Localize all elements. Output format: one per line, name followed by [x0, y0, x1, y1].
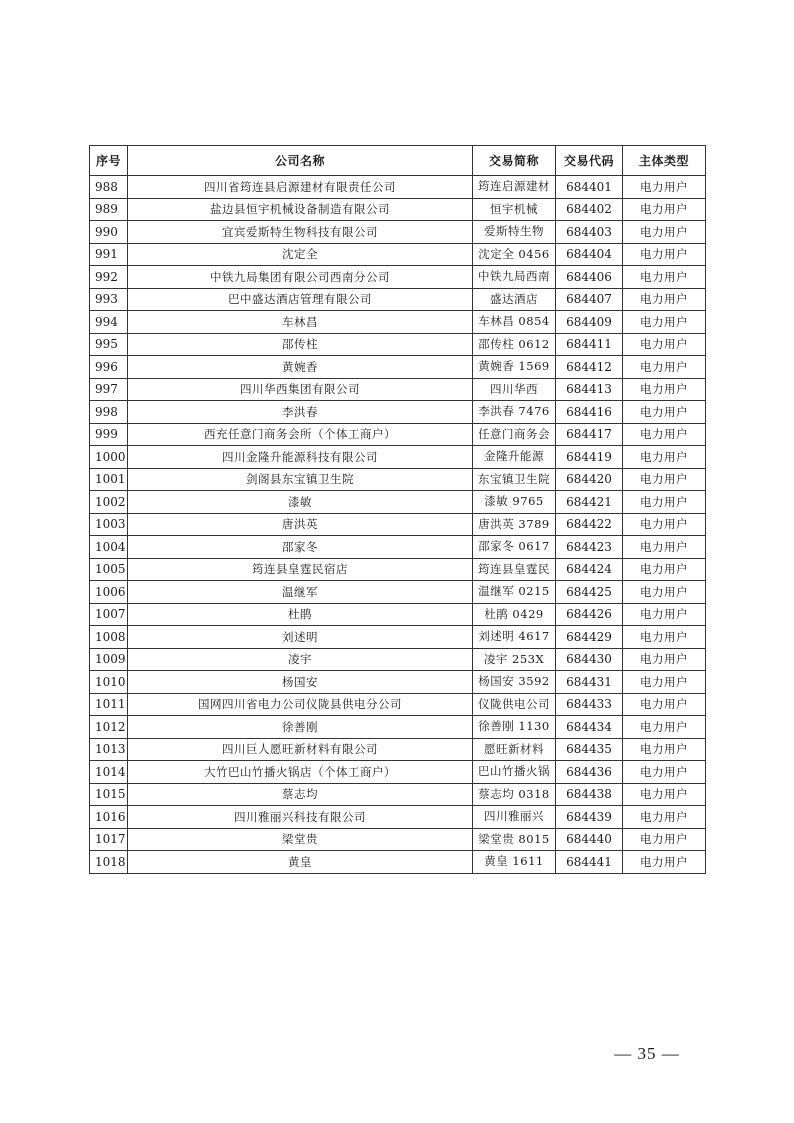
trade-abbr-cell: 唐洪英 3789: [473, 513, 556, 536]
company-name-cell: 黄婉香: [128, 356, 473, 379]
trade-code-cell: 684420: [556, 468, 623, 491]
company-name-cell: 巴中盛达酒店管理有限公司: [128, 288, 473, 311]
seq-cell: 1001: [90, 468, 128, 491]
table-row: [90, 806, 706, 829]
entity-type-cell: 电力用户: [623, 356, 706, 379]
seq-cell: 995: [90, 333, 128, 356]
trade-code-cell: 684429: [556, 626, 623, 649]
company-name-cell: 唐洪英: [128, 513, 473, 536]
trade-code-cell: 684435: [556, 738, 623, 761]
company-name-cell: 沈定全: [128, 243, 473, 266]
company-name-cell: 国网四川省电力公司仪陇县供电分公司: [128, 693, 473, 716]
trade-code-cell: 684433: [556, 693, 623, 716]
table-row: [90, 401, 706, 424]
trade-abbr-cell: 杜鹃 0429: [473, 603, 556, 626]
seq-cell: 990: [90, 221, 128, 244]
entity-type-cell: 电力用户: [623, 468, 706, 491]
company-name-cell: 四川雅丽兴科技有限公司: [128, 806, 473, 829]
table-row: [90, 468, 706, 491]
entity-type-cell: 电力用户: [623, 176, 706, 199]
entity-type-cell: 电力用户: [623, 603, 706, 626]
entity-type-cell: 电力用户: [623, 828, 706, 851]
table-row: [90, 333, 706, 356]
company-name-cell: 杨国安: [128, 671, 473, 694]
trade-code-cell: 684417: [556, 423, 623, 446]
trade-code-cell: 684412: [556, 356, 623, 379]
trade-code-cell: 684426: [556, 603, 623, 626]
trade-abbr-cell: 盛达酒店: [473, 288, 556, 311]
trade-abbr-cell: 巴山竹播火锅: [473, 761, 556, 784]
trade-code-cell: 684401: [556, 176, 623, 199]
seq-cell: 999: [90, 423, 128, 446]
trade-code-cell: 684425: [556, 581, 623, 604]
table-row: [90, 513, 706, 536]
table-body: [90, 176, 706, 874]
seq-cell: 1003: [90, 513, 128, 536]
company-name-cell: 四川省筠连县启源建材有限责任公司: [128, 176, 473, 199]
company-name-cell: 徐善刚: [128, 716, 473, 739]
entity-type-cell: 电力用户: [623, 266, 706, 289]
trade-abbr-cell: 筠连县皇霆民: [473, 558, 556, 581]
seq-cell: 1004: [90, 536, 128, 559]
header-company-name: 公司名称: [128, 146, 473, 176]
entity-type-cell: 电力用户: [623, 716, 706, 739]
seq-cell: 1010: [90, 671, 128, 694]
trade-abbr-cell: 李洪春 7476: [473, 401, 556, 424]
entity-type-cell: 电力用户: [623, 851, 706, 874]
seq-cell: 991: [90, 243, 128, 266]
table-row: [90, 491, 706, 514]
trade-abbr-cell: 爱斯特生物: [473, 221, 556, 244]
trade-abbr-cell: 愿旺新材料: [473, 738, 556, 761]
trade-code-cell: 684423: [556, 536, 623, 559]
trade-code-cell: 684402: [556, 198, 623, 221]
company-name-cell: 盐边县恒宇机械设备制造有限公司: [128, 198, 473, 221]
company-name-cell: 剑阁县东宝镇卫生院: [128, 468, 473, 491]
table-row: [90, 356, 706, 379]
table-row: [90, 536, 706, 559]
page-number: — 35 —: [614, 1044, 680, 1063]
table-header-row: [90, 146, 706, 176]
seq-cell: 994: [90, 311, 128, 334]
trade-code-cell: 684421: [556, 491, 623, 514]
seq-cell: 1013: [90, 738, 128, 761]
seq-cell: 1005: [90, 558, 128, 581]
entity-type-cell: 电力用户: [623, 401, 706, 424]
entity-type-cell: 电力用户: [623, 423, 706, 446]
entity-type-cell: 电力用户: [623, 626, 706, 649]
trade-abbr-cell: 金隆升能源: [473, 446, 556, 469]
company-name-cell: 梁堂贵: [128, 828, 473, 851]
seq-cell: 1012: [90, 716, 128, 739]
company-name-cell: 四川华西集团有限公司: [128, 378, 473, 401]
table-row: [90, 558, 706, 581]
seq-cell: 1015: [90, 783, 128, 806]
table-row: [90, 603, 706, 626]
company-name-cell: 邵家冬: [128, 536, 473, 559]
trade-abbr-cell: 四川华西: [473, 378, 556, 401]
seq-cell: 1000: [90, 446, 128, 469]
entity-type-cell: 电力用户: [623, 333, 706, 356]
trade-abbr-cell: 蔡志均 0318: [473, 783, 556, 806]
trade-code-cell: 684406: [556, 266, 623, 289]
trade-code-cell: 684413: [556, 378, 623, 401]
company-name-cell: 宜宾爱斯特生物科技有限公司: [128, 221, 473, 244]
trade-abbr-cell: 车林昌 0854: [473, 311, 556, 334]
entity-type-cell: 电力用户: [623, 446, 706, 469]
seq-cell: 1017: [90, 828, 128, 851]
trade-abbr-cell: 四川雅丽兴: [473, 806, 556, 829]
trade-abbr-cell: 任意门商务会: [473, 423, 556, 446]
company-name-cell: 大竹巴山竹播火锅店（个体工商户）: [128, 761, 473, 784]
entity-type-cell: 电力用户: [623, 693, 706, 716]
trade-abbr-cell: 杨国安 3592: [473, 671, 556, 694]
header-seq: 序号: [90, 146, 128, 176]
seq-cell: 993: [90, 288, 128, 311]
entity-type-cell: 电力用户: [623, 581, 706, 604]
entity-type-cell: 电力用户: [623, 221, 706, 244]
company-name-cell: 刘述明: [128, 626, 473, 649]
table-row: [90, 648, 706, 671]
trade-code-cell: 684436: [556, 761, 623, 784]
entity-type-cell: 电力用户: [623, 288, 706, 311]
trade-abbr-cell: 徐善刚 1130: [473, 716, 556, 739]
entity-type-cell: 电力用户: [623, 558, 706, 581]
trade-code-cell: 684438: [556, 783, 623, 806]
company-name-cell: 蔡志均: [128, 783, 473, 806]
trade-abbr-cell: 刘述明 4617: [473, 626, 556, 649]
table-row: [90, 671, 706, 694]
seq-cell: 992: [90, 266, 128, 289]
seq-cell: 1006: [90, 581, 128, 604]
entity-type-cell: 电力用户: [623, 671, 706, 694]
header-trade-abbr: 交易简称: [473, 146, 556, 176]
company-name-cell: 四川金隆升能源科技有限公司: [128, 446, 473, 469]
header-trade-code: 交易代码: [556, 146, 623, 176]
company-name-cell: 四川巨人愿旺新材料有限公司: [128, 738, 473, 761]
trade-code-cell: 684403: [556, 221, 623, 244]
company-name-cell: 温继军: [128, 581, 473, 604]
entity-type-cell: 电力用户: [623, 491, 706, 514]
table-row: [90, 761, 706, 784]
company-name-cell: 筠连县皇霆民宿店: [128, 558, 473, 581]
table-row: [90, 446, 706, 469]
trade-code-cell: 684434: [556, 716, 623, 739]
trade-abbr-cell: 东宝镇卫生院: [473, 468, 556, 491]
trade-abbr-cell: 仪陇供电公司: [473, 693, 556, 716]
trade-code-cell: 684440: [556, 828, 623, 851]
table-row: [90, 783, 706, 806]
trade-abbr-cell: 黄婉香 1569: [473, 356, 556, 379]
entity-type-cell: 电力用户: [623, 513, 706, 536]
company-name-cell: 西充任意门商务会所（个体工商户）: [128, 423, 473, 446]
trade-code-cell: 684411: [556, 333, 623, 356]
trade-abbr-cell: 邵家冬 0617: [473, 536, 556, 559]
trade-abbr-cell: 梁堂贵 8015: [473, 828, 556, 851]
entity-type-cell: 电力用户: [623, 243, 706, 266]
table-row: [90, 828, 706, 851]
trade-abbr-cell: 恒宇机械: [473, 198, 556, 221]
trade-code-cell: 684404: [556, 243, 623, 266]
seq-cell: 1011: [90, 693, 128, 716]
trade-code-cell: 684441: [556, 851, 623, 874]
seq-cell: 1014: [90, 761, 128, 784]
entity-type-cell: 电力用户: [623, 648, 706, 671]
trade-code-cell: 684422: [556, 513, 623, 536]
table-row: [90, 243, 706, 266]
seq-cell: 1016: [90, 806, 128, 829]
trade-abbr-cell: 温继军 0215: [473, 581, 556, 604]
entity-type-cell: 电力用户: [623, 198, 706, 221]
trade-code-cell: 684409: [556, 311, 623, 334]
company-name-cell: 凌宇: [128, 648, 473, 671]
company-table: [89, 145, 706, 874]
seq-cell: 988: [90, 176, 128, 199]
seq-cell: 1018: [90, 851, 128, 874]
company-name-cell: 邵传柱: [128, 333, 473, 356]
table-row: [90, 738, 706, 761]
entity-type-cell: 电力用户: [623, 378, 706, 401]
trade-code-cell: 684407: [556, 288, 623, 311]
trade-abbr-cell: 筠连启源建材: [473, 176, 556, 199]
seq-cell: 996: [90, 356, 128, 379]
entity-type-cell: 电力用户: [623, 761, 706, 784]
entity-type-cell: 电力用户: [623, 783, 706, 806]
seq-cell: 997: [90, 378, 128, 401]
header-entity-type: 主体类型: [623, 146, 706, 176]
trade-code-cell: 684431: [556, 671, 623, 694]
entity-type-cell: 电力用户: [623, 806, 706, 829]
company-name-cell: 黄皇: [128, 851, 473, 874]
trade-code-cell: 684424: [556, 558, 623, 581]
company-name-cell: 车林昌: [128, 311, 473, 334]
table-row: [90, 423, 706, 446]
trade-abbr-cell: 中铁九局西南: [473, 266, 556, 289]
table-row: [90, 266, 706, 289]
seq-cell: 1008: [90, 626, 128, 649]
table-row: [90, 176, 706, 199]
trade-abbr-cell: 沈定全 0456: [473, 243, 556, 266]
seq-cell: 1009: [90, 648, 128, 671]
company-name-cell: 漆敏: [128, 491, 473, 514]
trade-code-cell: 684416: [556, 401, 623, 424]
seq-cell: 998: [90, 401, 128, 424]
table-row: [90, 716, 706, 739]
trade-abbr-cell: 黄皇 1611: [473, 851, 556, 874]
table-row: [90, 693, 706, 716]
trade-code-cell: 684439: [556, 806, 623, 829]
entity-type-cell: 电力用户: [623, 536, 706, 559]
company-name-cell: 杜鹃: [128, 603, 473, 626]
trade-code-cell: 684430: [556, 648, 623, 671]
table-row: [90, 221, 706, 244]
trade-abbr-cell: 漆敏 9765: [473, 491, 556, 514]
entity-type-cell: 电力用户: [623, 738, 706, 761]
table-row: [90, 626, 706, 649]
table-row: [90, 851, 706, 874]
seq-cell: 989: [90, 198, 128, 221]
table-row: [90, 198, 706, 221]
table-row: [90, 288, 706, 311]
trade-abbr-cell: 邵传柱 0612: [473, 333, 556, 356]
table-row: [90, 581, 706, 604]
entity-type-cell: 电力用户: [623, 311, 706, 334]
company-name-cell: 中铁九局集团有限公司西南分公司: [128, 266, 473, 289]
table-row: [90, 311, 706, 334]
trade-abbr-cell: 凌宇 253X: [473, 648, 556, 671]
seq-cell: 1002: [90, 491, 128, 514]
seq-cell: 1007: [90, 603, 128, 626]
company-name-cell: 李洪春: [128, 401, 473, 424]
trade-code-cell: 684419: [556, 446, 623, 469]
table-row: [90, 378, 706, 401]
